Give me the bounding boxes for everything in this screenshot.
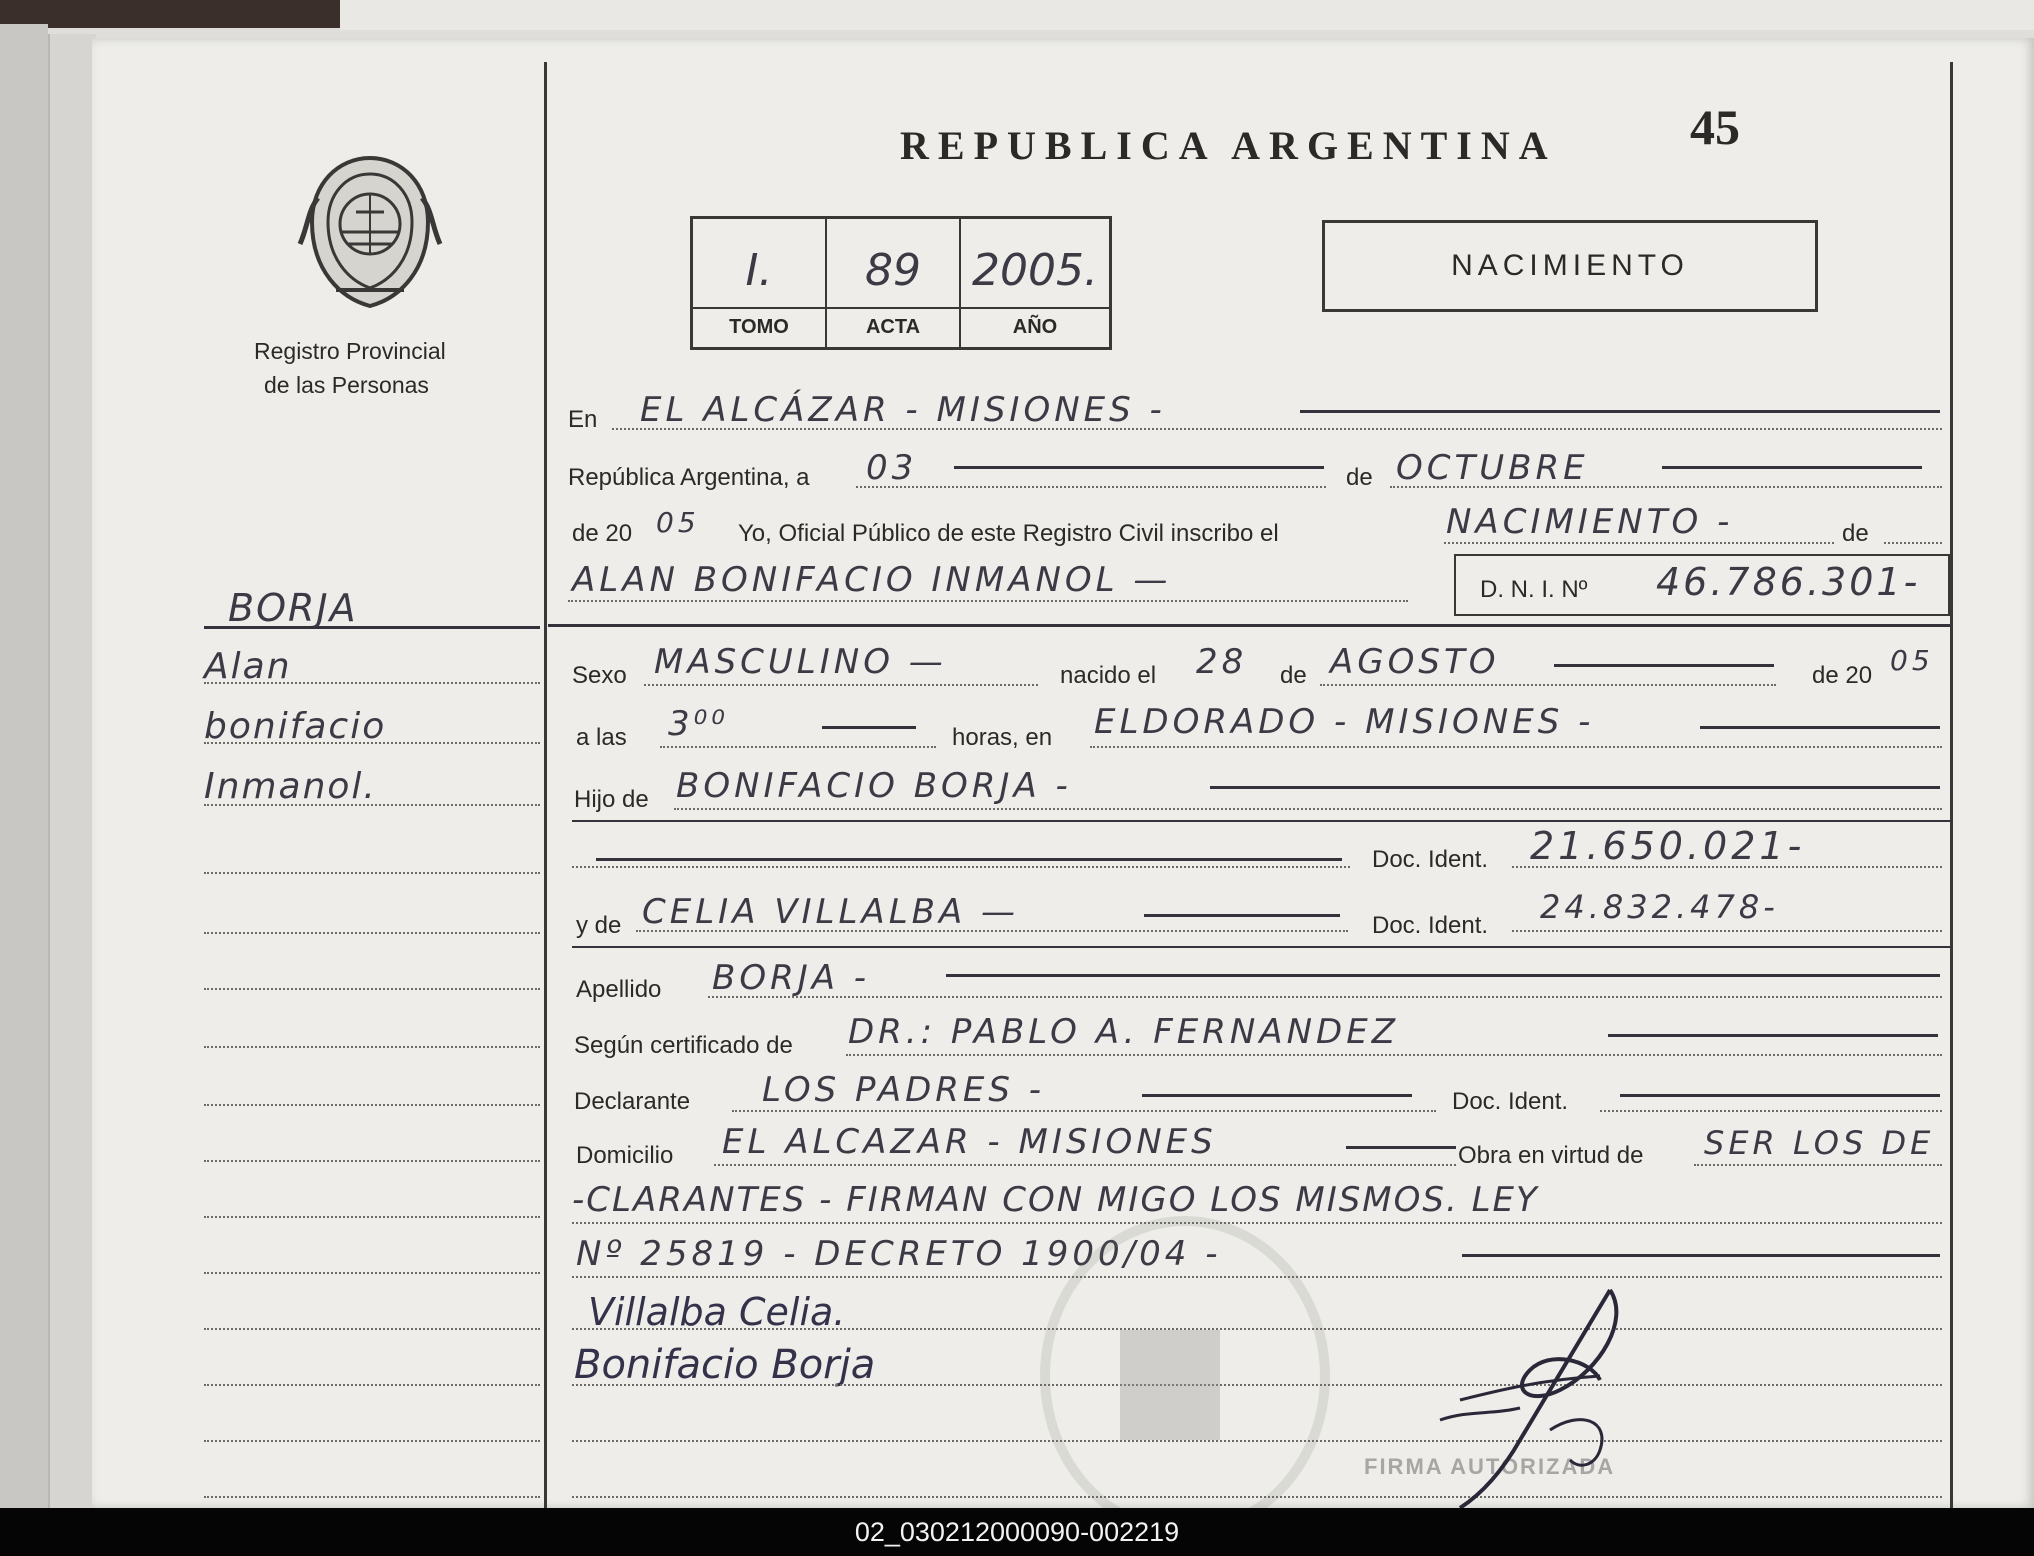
margin-rule	[204, 1328, 540, 1330]
y-de-label: y de	[576, 912, 622, 939]
mother-doc-label: Doc. Ident.	[1372, 912, 1489, 939]
de-label-2: de	[1842, 520, 1869, 547]
day-line	[856, 486, 1326, 488]
cell-divider	[693, 307, 825, 309]
place-value: EL ALCÁZAR - MISIONES -	[640, 390, 1166, 430]
obra-line-3-dash	[1462, 1254, 1940, 1257]
column-divider	[544, 62, 547, 1508]
sexo-line	[644, 684, 1038, 686]
tomo-label: TOMO	[729, 316, 789, 338]
stamp-caption: FIRMA AUTORIZADA	[1364, 1454, 1616, 1479]
record-box	[690, 216, 1112, 350]
declarante-label: Declarante	[574, 1088, 691, 1115]
birth-day-value: 28	[1196, 642, 1248, 682]
declarante-doc-label: Doc. Ident.	[1452, 1088, 1569, 1115]
apellido-dash	[946, 974, 1940, 977]
margin-rule	[204, 1440, 540, 1442]
republica-label: República Argentina, a	[568, 464, 810, 491]
obra-line	[1694, 1164, 1942, 1166]
registry-label-line1: Registro Provincial	[254, 338, 446, 364]
dni-label: D. N. I. Nº	[1480, 576, 1588, 603]
birth-place-value: ELDORADO - MISIONES -	[1094, 702, 1595, 742]
place-dash	[1300, 410, 1940, 413]
declarante-line	[732, 1110, 1436, 1112]
tomo-value: I.	[745, 245, 773, 296]
hijo-label: Hijo de	[574, 786, 649, 813]
ano-label: AÑO	[1012, 316, 1058, 338]
event-line	[1444, 542, 1834, 544]
ano-cell	[961, 219, 1109, 349]
hour-line	[660, 746, 936, 748]
birth-month-line	[1320, 684, 1776, 686]
birth-place-dash	[1700, 726, 1940, 729]
margin-rule	[204, 1216, 540, 1218]
domicilio-dash	[1346, 1146, 1456, 1149]
book-cover-corner	[0, 0, 340, 28]
birth-month-dash	[1554, 664, 1774, 667]
father-extra-dash	[596, 858, 1342, 861]
father-doc-line	[1512, 866, 1942, 868]
obra-label: Obra en virtud de	[1458, 1142, 1644, 1169]
father-name-rule	[572, 820, 1950, 822]
obra-value-2: -CLARANTES - FIRMAN CON MIGO LOS MISMOS. LEY	[572, 1180, 1539, 1220]
apellido-line	[708, 996, 1942, 998]
month-dash	[1662, 466, 1922, 469]
mother-signature: Villalba Celia.	[588, 1290, 846, 1334]
father-doc-label: Doc. Ident.	[1372, 846, 1489, 873]
father-name-line	[674, 808, 1942, 810]
obra-line-2	[572, 1222, 1942, 1224]
dni-value: 46.786.301-	[1656, 560, 1921, 604]
acta-value: 89	[865, 245, 921, 296]
apellido-label: Apellido	[576, 976, 662, 1003]
margin-surname-rule	[204, 626, 540, 629]
child-name-line	[568, 600, 1408, 602]
birth-de-label: de	[1280, 662, 1307, 689]
act-type-box	[1322, 220, 1818, 312]
declarante-doc-dash	[1620, 1094, 1940, 1097]
certificado-line	[846, 1054, 1942, 1056]
margin-surname: BORJA	[228, 586, 358, 630]
place-line	[612, 428, 1942, 430]
apellido-value: BORJA -	[712, 958, 871, 998]
sexo-value: MASCULINO —	[654, 642, 947, 682]
cell-divider	[961, 307, 1109, 309]
day-dash	[954, 466, 1324, 469]
nacido-label: nacido el	[1060, 662, 1157, 689]
birth-year-suffix: 05	[1890, 644, 1934, 677]
child-name-value: ALAN BONIFACIO INMANOL —	[572, 560, 1172, 600]
margin-rule	[204, 742, 540, 744]
domicilio-value: EL ALCAZAR - MISIONES	[722, 1122, 1217, 1162]
a-las-label: a las	[576, 724, 627, 751]
dni-box	[1454, 554, 1950, 616]
left-page-edge	[0, 24, 48, 1508]
ano-value: 2005.	[972, 245, 1098, 296]
right-margin-rule	[1950, 62, 1953, 1508]
margin-rule	[204, 1104, 540, 1106]
page-number: 45	[1690, 99, 1740, 155]
margin-rule	[204, 932, 540, 934]
horas-label: horas, en	[952, 724, 1053, 751]
birth-place-line	[1090, 746, 1942, 748]
margin-rule	[204, 1384, 540, 1386]
mother-name-line	[636, 930, 1348, 932]
month-value: OCTUBRE	[1396, 448, 1589, 488]
domicilio-label: Domicilio	[576, 1142, 674, 1169]
acta-label: ACTA	[865, 316, 921, 338]
en-label: En	[568, 406, 598, 433]
father-signature: Bonifacio Borja	[574, 1342, 876, 1388]
margin-rule	[204, 872, 540, 874]
tomo-cell	[693, 219, 827, 349]
margin-rule	[204, 804, 540, 806]
stamp-photo-area	[1120, 1330, 1220, 1440]
declarante-value: LOS PADRES -	[762, 1070, 1046, 1110]
cell-divider	[827, 307, 959, 309]
margin-rule	[204, 1160, 540, 1162]
de-label: de	[1346, 464, 1373, 491]
margin-rule	[204, 1046, 540, 1048]
father-doc-value: 21.650.021-	[1530, 824, 1806, 868]
birth-month-value: AGOSTO	[1330, 642, 1500, 682]
father-name-dash	[1210, 786, 1940, 789]
father-name-value: BONIFACIO BORJA -	[676, 766, 1072, 806]
mother-name-value: CELIA VILLALBA —	[642, 892, 1020, 932]
birth-year-prefix: de 20	[1812, 662, 1873, 689]
book-spine	[48, 34, 96, 1508]
officer-signature-icon	[1400, 1280, 1730, 1510]
event-value: NACIMIENTO -	[1446, 502, 1734, 542]
hour-value: 3⁰⁰	[668, 704, 729, 744]
top-band	[340, 0, 2034, 30]
provincial-seal-icon	[296, 152, 444, 312]
day-value: 03	[866, 448, 918, 488]
act-type-label: NACIMIENTO	[1451, 249, 1689, 282]
month-line	[1390, 486, 1942, 488]
registry-label-line2: de las Personas	[264, 372, 429, 398]
margin-rule	[204, 988, 540, 990]
name-separator-rule	[548, 624, 1950, 627]
declarante-doc-line	[1600, 1110, 1942, 1112]
margin-rule	[204, 1496, 540, 1498]
file-id-label: 02_030212000090-002219	[854, 1517, 1180, 1547]
obra-value-1: SER LOS DE	[1704, 1124, 1935, 1162]
hour-dash	[822, 726, 916, 729]
declarante-dash	[1142, 1094, 1412, 1097]
mother-doc-value: 24.832.478-	[1540, 888, 1779, 926]
certificado-value: DR.: PABLO A. FERNANDEZ	[848, 1012, 1399, 1052]
event-end-line	[1884, 542, 1942, 544]
year-prefix-label: de 20	[572, 520, 633, 547]
certificado-label: Según certificado de	[574, 1032, 793, 1059]
mother-name-dash	[1144, 914, 1340, 917]
father-extra-line	[572, 866, 1350, 868]
margin-rule	[204, 1272, 540, 1274]
margin-given-name-3: Inmanol.	[204, 766, 377, 807]
obra-value-3: Nº 25819 - DECRETO 1900/04 -	[576, 1234, 1222, 1274]
yo-text: Yo, Oficial Público de este Registro Civil inscribo el	[738, 520, 1279, 547]
domicilio-line	[714, 1164, 1456, 1166]
year-suffix-value: 05	[656, 506, 700, 539]
margin-given-name-2: bonifacio	[204, 706, 387, 747]
mother-doc-line	[1512, 930, 1942, 932]
certificado-dash	[1608, 1034, 1938, 1037]
margin-given-name-1: Alan	[204, 646, 292, 687]
parents-separator-rule	[572, 946, 1950, 948]
margin-rule	[204, 682, 540, 684]
acta-cell	[827, 219, 961, 349]
sexo-label: Sexo	[572, 662, 627, 689]
country-heading: REPUBLICA ARGENTINA	[900, 123, 1557, 168]
